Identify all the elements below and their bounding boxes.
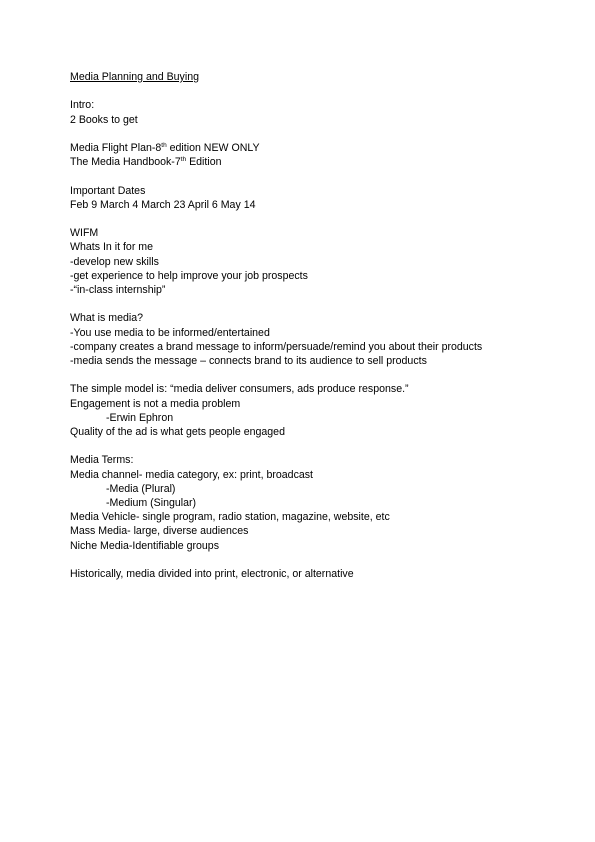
- quality-line: Quality of the ad is what gets people engaged: [70, 425, 285, 438]
- wifm-line: -“in-class internship”: [70, 283, 166, 296]
- spacer: [70, 553, 550, 567]
- book-1-note: edition NEW ONLY: [166, 141, 260, 154]
- engagement-line: Engagement is not a media problem: [70, 397, 241, 410]
- term-niche: Niche Media-Identifiable groups: [70, 539, 219, 552]
- media-question: What is media?: [70, 312, 144, 325]
- book-1: [70, 141, 550, 155]
- book-1-title: Media Flight Plan-8: [70, 141, 162, 154]
- media-line: -media sends the message – connects brand to its audience to sell products: [70, 354, 427, 367]
- spacer: [70, 84, 550, 98]
- spacer: [70, 439, 550, 453]
- dates-heading: Important Dates: [70, 184, 146, 197]
- spacer: [70, 297, 550, 311]
- media-line: -company creates a brand message to inform/persuade/remind you about their products: [70, 340, 483, 353]
- document-title: Media Planning and Buying: [70, 71, 199, 83]
- book-2-note: Edition: [186, 156, 222, 169]
- book-1-sup: th: [161, 141, 167, 149]
- wifm-line: -develop new skills: [70, 255, 159, 268]
- media-line: -You use media to be informed/entertained: [70, 326, 270, 339]
- term-singular: -Medium (Singular): [106, 496, 197, 509]
- quote-author: -Erwin Ephron: [106, 411, 174, 424]
- spacer: [70, 212, 550, 226]
- wifm-heading: WIFM: [70, 227, 99, 240]
- book-2-title: The Media Handbook-7: [70, 156, 181, 169]
- wifm-line: -get experience to help improve your job prospects: [70, 269, 308, 282]
- book-2-sup: th: [180, 156, 187, 164]
- term-vehicle: Media Vehicle- single program, radio station, magazine, website, etc: [70, 511, 390, 524]
- dates-line: Feb 9 March 4 March 23 April 6 May 14: [70, 198, 256, 211]
- terms-heading: Media Terms:: [70, 454, 134, 467]
- history-line: Historically, media divided into print, electronic, or alternative: [70, 567, 354, 580]
- document-page: [70, 70, 550, 581]
- spacer: [70, 127, 550, 141]
- spacer: [70, 368, 550, 382]
- term-plural: -Media (Plural): [106, 482, 176, 495]
- wifm-line: Whats In it for me: [70, 241, 154, 254]
- book-2: [70, 155, 550, 169]
- term-mass: Mass Media- large, diverse audiences: [70, 525, 249, 538]
- term-channel: Media channel- media category, ex: print, broadcast: [70, 468, 313, 481]
- intro-heading: Intro:: [70, 99, 95, 112]
- spacer: [70, 169, 550, 183]
- intro-line: 2 Books to get: [70, 113, 138, 126]
- model-quote: The simple model is: “media deliver consumers, ads produce response.”: [70, 383, 409, 396]
